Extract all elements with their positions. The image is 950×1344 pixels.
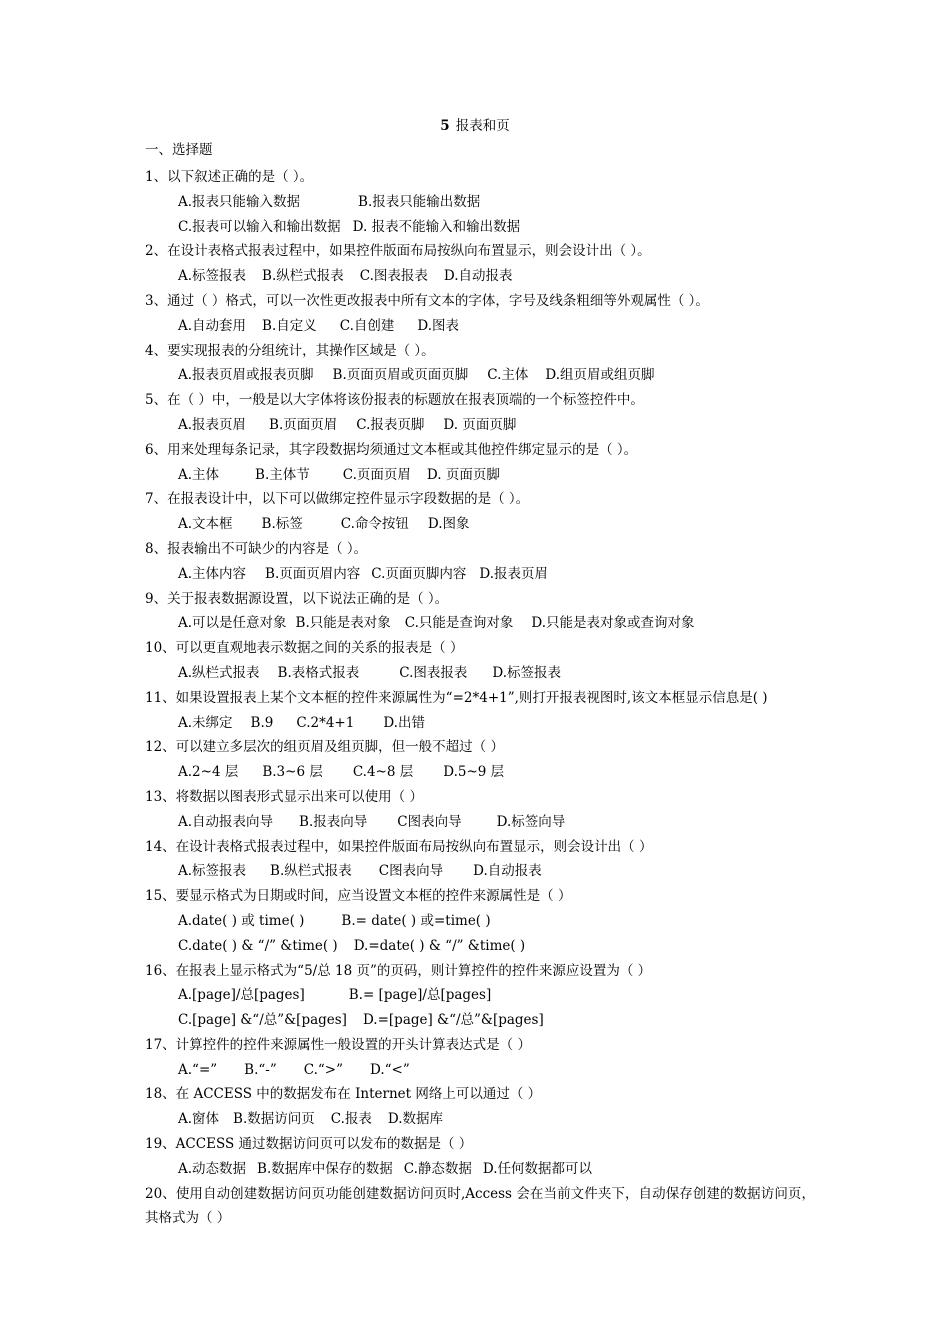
answer-option: A.报表页眉或报表页脚	[178, 367, 314, 384]
answer-option: B.表格式报表	[277, 664, 360, 681]
answer-option: B.3~6 层	[262, 764, 323, 781]
answer-option: D.“<”	[370, 1061, 410, 1078]
answer-option: A.标签报表	[178, 863, 247, 880]
question-stem: 11、如果设置报表上某个文本框的控件来源属性为“=2*4+1”,则打开报表视图时,该文本框显示信息是( )	[145, 689, 768, 706]
answer-option: B.纵栏式报表	[270, 863, 352, 880]
answer-option: D.图表	[417, 317, 460, 334]
question-stem: 6、用来处理每条记录，其字段数据均须通过文本框或其他控件绑定显示的是（ ）。	[145, 441, 638, 458]
answer-option: D. 报表不能输入和输出数据	[352, 218, 521, 235]
question-stem: 1、以下叙述正确的是（ ）。	[145, 169, 314, 185]
answer-option: C.图表报表	[399, 664, 468, 681]
option-row	[145, 760, 815, 785]
question-stem: 5、在（ ）中，一般是以大字体将该份报表的标题放在报表顶端的一个标签控件中。	[145, 392, 644, 409]
answer-option: D.自动报表	[473, 863, 542, 880]
question-stem: 13、将数据以图表形式显示出来可以使用（ ）	[145, 788, 423, 805]
answer-option: A.窗体	[178, 1111, 220, 1128]
question-stem: 16、在报表上显示格式为“5/总 18 页”的页码，则计算控件的控件来源应设置为（ ）	[145, 962, 652, 979]
answer-option: A.报表页眉	[178, 416, 247, 433]
answer-option: C.页面页脚内容	[371, 565, 467, 582]
answer-option: A.报表只能输入数据	[178, 193, 301, 210]
answer-option: C.2*4+1	[296, 714, 355, 731]
answer-option: D.标签报表	[492, 664, 562, 681]
answer-option: B.报表只能输出数据	[358, 193, 481, 210]
question-stem: 2、在设计表格式报表过程中，如果控件版面布局按纵向布置显示，则会设计出（ ）。	[145, 243, 651, 260]
option-row	[145, 661, 815, 686]
answer-option: A.2~4 层	[178, 764, 239, 781]
option-row	[145, 264, 815, 289]
answer-option: D.=date( ) & “/” &time( )	[353, 937, 526, 954]
option-row	[145, 859, 815, 884]
option-row	[145, 1008, 815, 1033]
option-row	[145, 215, 815, 240]
answer-option: C.[page] &“/总”&[pages]	[178, 1012, 347, 1029]
answer-option: D.任何数据都可以	[482, 1160, 593, 1177]
answer-option: B.只能是表对象	[295, 615, 391, 632]
question-stem: 3、通过（ ）格式，可以一次性更改报表中所有文本的字体，字号及线条粗细等外观属性（ ）。	[145, 292, 709, 309]
answer-option: B.页面页眉或页面页脚	[332, 367, 469, 384]
answer-option: C.报表页脚	[356, 416, 425, 433]
answer-option: B.= date( ) 或=time( )	[341, 912, 491, 929]
answer-option: B.主体节	[255, 466, 310, 483]
answer-option: C图表向导	[397, 813, 462, 830]
question-stem: 20、使用自动创建数据访问页功能创建数据访问页时,Access 会在当前文件夹下，自动保存创建的数据访问页，其格式为（ ）	[145, 1185, 815, 1227]
answer-option: D.图象	[427, 516, 470, 533]
answer-option: D.出错	[383, 714, 425, 731]
answer-option: B.页面页眉内容	[265, 565, 361, 582]
question-stem: 7、在报表设计中，以下可以做绑定控件显示字段数据的是（ ）。	[145, 491, 530, 508]
answer-option: D.=[page] &“/总”&[pages]	[362, 1012, 544, 1029]
answer-option: A.主体内容	[178, 565, 247, 582]
question-list	[145, 165, 815, 1231]
answer-option: B.= [page]/总[pages]	[348, 987, 492, 1004]
option-row	[145, 463, 815, 488]
option-row	[145, 314, 815, 339]
answer-option: A.标签报表	[178, 268, 247, 285]
answer-option: C图表向导	[378, 863, 444, 880]
option-row	[145, 934, 815, 959]
option-row	[145, 1157, 815, 1182]
answer-option: B.数据访问页	[233, 1111, 315, 1128]
option-row	[145, 909, 815, 934]
option-row	[145, 611, 815, 636]
option-row	[145, 1107, 815, 1132]
answer-option: D.5~9 层	[443, 764, 505, 781]
option-row	[145, 711, 815, 736]
option-row	[145, 810, 815, 835]
answer-option: B.自定义	[262, 317, 317, 334]
question-stem: 9、关于报表数据源设置，以下说法正确的是（ ）。	[145, 590, 449, 607]
answer-option: A.date( ) 或 time( )	[178, 912, 305, 929]
answer-option: A.可以是任意对象	[178, 615, 287, 632]
question-stem: 14、在设计表格式报表过程中，如果控件版面布局按纵向布置显示，则会设计出（ ）	[145, 838, 653, 855]
option-row	[145, 512, 815, 537]
answer-option: D.只能是表对象或查询对象	[531, 615, 695, 632]
answer-option: C.“>”	[303, 1061, 343, 1078]
answer-option: C.主体	[487, 367, 529, 384]
answer-option: C.报表可以输入和输出数据	[178, 218, 341, 235]
answer-option: A.自动报表向导	[178, 813, 274, 830]
option-row	[145, 363, 815, 388]
question-stem: 8、报表输出不可缺少的内容是（ ）。	[145, 540, 368, 557]
answer-option: C.命令按钮	[340, 516, 409, 533]
option-row	[145, 413, 815, 438]
question-stem: 15、要显示格式为日期或时间，应当设置文本框的控件来源属性是（ ）	[145, 888, 572, 905]
answer-option: D. 页面页脚	[426, 466, 500, 483]
answer-option: B.纵栏式报表	[262, 268, 344, 285]
answer-option: A.主体	[178, 466, 220, 483]
question-stem: 17、计算控件的控件来源属性一般设置的开头计算表达式是（ ）	[145, 1036, 531, 1053]
question-stem: 10、可以更直观地表示数据之间的关系的报表是（ ）	[145, 640, 464, 657]
answer-option: B.页面页眉	[269, 416, 338, 433]
section-heading: 一、选择题	[145, 142, 213, 158]
answer-option: D.自动报表	[443, 268, 513, 285]
answer-option: C.页面页眉	[342, 466, 411, 483]
question-stem: 19、ACCESS 通过数据访问页可以发布的数据是（ ）	[145, 1136, 473, 1153]
answer-option: A.纵栏式报表	[178, 664, 260, 681]
answer-option: B.标签	[261, 516, 303, 533]
answer-option: D.组页眉或组页脚	[545, 367, 655, 384]
question-stem: 4、要实现报表的分组统计，其操作区域是（ ）。	[145, 342, 435, 359]
answer-option: C.图表报表	[359, 268, 428, 285]
answer-option: C.报表	[330, 1111, 372, 1128]
answer-option: A.[page]/总[pages]	[178, 987, 305, 1004]
answer-option: D.报表页眉	[479, 565, 549, 582]
answer-option: C.4~8 层	[352, 764, 414, 781]
answer-option: A.未绑定	[178, 714, 233, 731]
chapter-title: 报表和页	[455, 118, 510, 134]
answer-option: D.数据库	[387, 1111, 444, 1128]
answer-option: D.标签向导	[496, 813, 566, 830]
option-row	[145, 983, 815, 1008]
answer-option: D. 页面页脚	[443, 416, 517, 433]
answer-option: B.报表向导	[299, 813, 368, 830]
option-row	[145, 562, 815, 587]
question-stem: 18、在 ACCESS 中的数据发布在 Internet 网络上可以通过（ ）	[145, 1086, 542, 1103]
answer-option: C.静态数据	[403, 1160, 472, 1177]
option-row	[145, 1058, 815, 1083]
answer-option: C.date( ) & “/” &time( )	[178, 937, 338, 954]
answer-option: A.动态数据	[178, 1160, 247, 1177]
answer-option: A.自动套用	[178, 317, 247, 334]
answer-option: A.文本框	[178, 516, 233, 533]
chapter-number: 5	[440, 118, 450, 134]
answer-option: C.只能是查询对象	[404, 615, 514, 632]
answer-option: B.“-”	[244, 1061, 277, 1078]
option-row	[145, 190, 815, 215]
answer-option: B.9	[250, 714, 274, 731]
question-stem: 12、可以建立多层次的组页眉及组页脚，但一般不超过（ ）	[145, 739, 504, 756]
answer-option: C.自创建	[339, 317, 395, 334]
answer-option: B.数据库中保存的数据	[257, 1160, 393, 1177]
page-title	[0, 116, 950, 136]
answer-option: A.“=”	[178, 1061, 218, 1078]
